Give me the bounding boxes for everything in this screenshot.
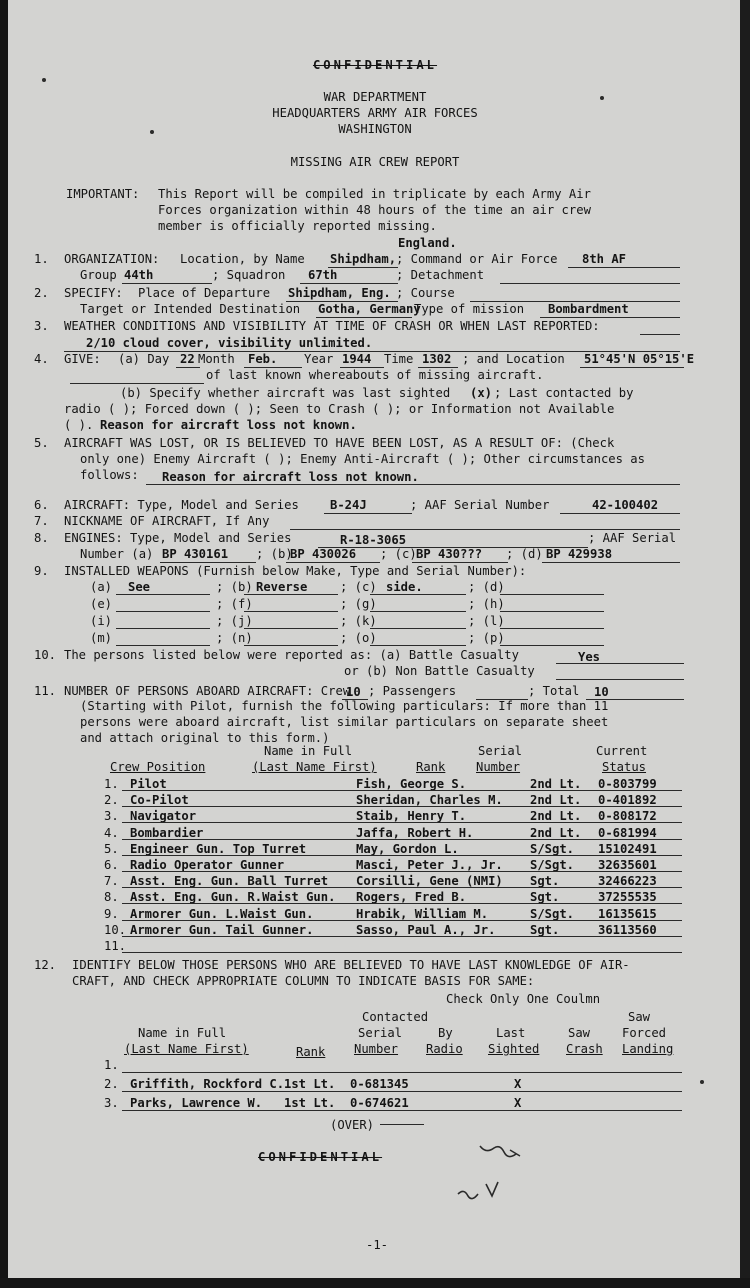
s12-num: 12. (34, 958, 57, 972)
weapon-slot-label: ; (k) (340, 614, 377, 628)
day-label: (a) Day (118, 352, 170, 366)
crew-header-position: Crew Position (110, 760, 206, 774)
org-group: 44th (124, 268, 154, 282)
org-command-label: ; Command or Air Force (396, 252, 558, 266)
year-value: 1944 (342, 352, 372, 366)
witness-last-sighted-mark: X (514, 1077, 522, 1091)
witness-last-sighted-mark: X (514, 1096, 522, 1110)
crew-serial: 36113560 (598, 922, 657, 937)
weapon-slot-label: (i) (90, 614, 113, 628)
fill-line (370, 594, 466, 595)
over-note: (OVER) (330, 1118, 375, 1132)
crew-name: Hrabik, William M. (356, 906, 489, 921)
witness-name: Parks, Lawrence W. (130, 1096, 263, 1110)
s6-num: 6. (34, 498, 49, 512)
s11-line-3: persons were aboard aircraft, list similar particulars on separate sheet (80, 715, 609, 729)
s2-num: 2. (34, 286, 49, 300)
dept-line-2: HEADQUARTERS ARMY AIR FORCES (272, 106, 478, 120)
fill-line (122, 822, 682, 823)
s5-line-1: AIRCRAFT WAS LOST, OR IS BELIEVED TO HAVE BEEN LOST, AS A RESULT OF: (Check (64, 436, 615, 450)
s11-line-4: and attach original to this form.) (80, 731, 330, 745)
s5-line-3: follows: (80, 468, 139, 482)
s5-line-2: only one) Enemy Aircraft ( ); Enemy Anti-Aircraft ( ); Other circumstances as (80, 452, 645, 466)
crew-serial: 32466223 (598, 874, 657, 889)
crew-serial: 0-808172 (598, 809, 657, 824)
witness-rank: 1st Lt. (284, 1077, 336, 1091)
year-label: Year (304, 352, 334, 366)
dept-line-1: WAR DEPARTMENT (323, 90, 427, 104)
crew-rank: Sgt. (530, 890, 560, 905)
crew-rank: 2nd Lt. (530, 793, 582, 808)
nickname-label: NICKNAME OF AIRCRAFT, If Any (64, 514, 270, 528)
b-line-2: radio ( ); Forced down ( ); Seen to Crash ( ); or Information not Available (64, 402, 615, 416)
whereabouts-line: of last known whereabouts of missing aircraft. (206, 368, 544, 382)
fill-line (122, 920, 682, 921)
org-command: 8th AF (582, 252, 627, 266)
s12-header-contacted: Contacted (362, 1010, 429, 1024)
month-label: Month (198, 352, 235, 366)
fill-line (500, 645, 604, 646)
time-value: 1302 (422, 352, 452, 366)
scan-edge-left (0, 0, 8, 1288)
s10-num: 10. (34, 648, 57, 662)
weapon-slot-label: (a) (90, 580, 113, 594)
crew-serial: 0-681994 (598, 825, 657, 840)
crew-header-name-2: (Last Name First) (252, 760, 377, 774)
s5-num: 5. (34, 436, 49, 450)
crew-position: Armorer Gun. Tail Gunner. (130, 922, 314, 937)
battle-casualty-value: Yes (578, 650, 601, 664)
s8-num: 8. (34, 531, 49, 545)
crew-rank: Sgt. (530, 922, 560, 937)
fill-line (116, 611, 210, 612)
s12-header-last-2: Sighted (488, 1042, 540, 1056)
crew-row-number: 10. (104, 922, 127, 937)
weapon-slot-value: Reverse (256, 580, 308, 594)
crew-serial: 37255535 (598, 890, 657, 905)
fill-line (122, 1091, 682, 1092)
s12-header-radio-2: Radio (426, 1042, 463, 1056)
crew-rank: 2nd Lt. (530, 825, 582, 840)
witness-row-number: 2. (104, 1077, 119, 1091)
crew-position: Navigator (130, 809, 197, 824)
crew-rank: S/Sgt. (530, 906, 575, 921)
s5-value: Reason for aircraft loss not known. (162, 470, 419, 484)
witness-serial: 0-681345 (350, 1077, 409, 1091)
fill-line (122, 903, 682, 904)
scan-speck (700, 1080, 704, 1084)
crew-header-rank: Rank (416, 760, 446, 774)
weapon-slot-value: side. (386, 580, 423, 594)
s1-num: 1. (34, 252, 49, 266)
s12-header-name-1: Name in Full (138, 1026, 227, 1040)
aircraft-model: B-24J (330, 498, 367, 512)
crew-header-status-2: Status (602, 760, 647, 774)
s12-header-forced-0: Saw (628, 1010, 651, 1024)
fill-line (122, 887, 682, 888)
s12-header-serial-2: Number (354, 1042, 399, 1056)
crew-count: 10 (346, 685, 361, 699)
aircraft-label: AIRCRAFT: Type, Model and Series (64, 498, 299, 512)
b-line-3: ( ). (64, 418, 94, 432)
fill-line (122, 1110, 682, 1111)
fill-line (500, 594, 604, 595)
engine-b: BP 430026 (290, 547, 357, 561)
crew-header-serial-2: Number (476, 760, 521, 774)
crew-row-number: 3. (104, 809, 119, 824)
org-location-label: Location, by Name (180, 252, 305, 266)
witness-serial: 0-674621 (350, 1096, 409, 1110)
month-value: Feb. (248, 352, 278, 366)
aircraft-serial: 42-100402 (592, 498, 659, 512)
time-label: Time (384, 352, 414, 366)
s12-header-name-2: (Last Name First) (124, 1042, 249, 1056)
mission-value: Bombardment (548, 302, 629, 316)
engine-b-label: ; (b) (256, 547, 293, 561)
scan-edge-right (740, 0, 750, 1288)
fill-line (116, 645, 210, 646)
day-value: 22 (180, 352, 195, 366)
handwritten-marks (440, 1136, 560, 1216)
org-country: England. (398, 236, 457, 250)
crew-row-number: 9. (104, 906, 119, 921)
specify-label: SPECIFY: (64, 286, 123, 300)
crew-name: Masci, Peter J., Jr. (356, 858, 503, 872)
scan-edge-bottom (0, 1278, 750, 1288)
s12-header-forced-1: Forced (622, 1026, 667, 1040)
s12-header-radio-1: By (438, 1026, 453, 1040)
aircraft-serial-label: ; AAF Serial Number (410, 498, 550, 512)
fill-line (370, 628, 466, 629)
fill-line (122, 952, 682, 953)
engines-model: R-18-3065 (340, 533, 407, 547)
b-line-1: (b) Specify whether aircraft was last sighted (120, 386, 451, 400)
crew-name: May, Gordon L. (356, 841, 459, 856)
crew-serial: 16135615 (598, 906, 657, 921)
engines-label: ENGINES: Type, Model and Series (64, 531, 292, 545)
weapon-slot-label: ; (b) (216, 580, 253, 594)
total-label: ; Total (528, 684, 580, 698)
check-only-note: Check Only One Coulmn (446, 992, 601, 1006)
fill-line (244, 628, 338, 629)
b-note: Reason for aircraft loss not known. (100, 418, 357, 432)
persons-aboard-label: NUMBER OF PERSONS ABOARD AIRCRAFT: Crew (64, 684, 351, 698)
crew-name: Staib, Henry T. (356, 809, 467, 824)
target-label: Target or Intended Destination (80, 302, 301, 316)
crew-name: Jaffa, Robert H. (356, 825, 474, 840)
fill-line (244, 594, 338, 595)
target-value: Gotha, Germany (318, 302, 421, 316)
crew-position: Radio Operator Gunner (130, 858, 285, 872)
crew-position: Bombardier (130, 825, 204, 840)
course-label: ; Course (396, 286, 455, 300)
crew-name: Sasso, Paul A., Jr. (356, 922, 496, 937)
weapon-slot-label: ; (j) (216, 614, 253, 628)
s3-num: 3. (34, 319, 49, 333)
fill-line (122, 839, 682, 840)
s12-line-2: CRAFT, AND CHECK APPROPRIATE COLUMN TO INDICATE BASIS FOR SAME: (72, 974, 535, 988)
crew-rank: Sgt. (530, 874, 560, 889)
mission-label: Type of mission (414, 302, 525, 316)
dept-line-3: WASHINGTON (338, 122, 412, 136)
crew-position: Asst. Eng. Gun. Ball Turret (130, 874, 329, 889)
weapon-slot-label: ; (o) (340, 631, 377, 645)
give-label: GIVE: (64, 352, 101, 366)
s7-num: 7. (34, 514, 49, 528)
fill-line (370, 611, 466, 612)
witness-row-number: 1. (104, 1058, 119, 1072)
fill-line (244, 611, 338, 612)
crew-serial: 32635601 (598, 858, 657, 872)
departure-value: Shipdham, Eng. (288, 286, 391, 300)
s12-header-last-1: Last (496, 1026, 526, 1040)
important-line-3: member is officially reported missing. (158, 219, 437, 233)
crew-row-number: 8. (104, 890, 119, 905)
location-value: 51°45'N 05°15'E (584, 352, 695, 366)
crew-rank: S/Sgt. (530, 841, 575, 856)
fill-line (244, 645, 338, 646)
fill-line (500, 611, 604, 612)
crew-header-serial-1: Serial (478, 744, 523, 758)
fill-line (122, 790, 682, 791)
crew-row-number: 1. (104, 777, 119, 791)
fill-line (116, 594, 210, 595)
weather-value: 2/10 cloud cover, visibility unlimited. (86, 336, 373, 350)
engines-number-label: Number (a) (80, 547, 154, 561)
s12-header-saw-2: Crash (566, 1042, 603, 1056)
fill-line (122, 855, 682, 856)
s12-header-rank: Rank (296, 1045, 326, 1059)
crew-position: Pilot (130, 777, 167, 791)
s12-header-saw-1: Saw (568, 1026, 591, 1040)
fill-line (500, 628, 604, 629)
org-label: ORGANIZATION: (64, 252, 160, 266)
passengers-label: ; Passengers (368, 684, 457, 698)
crew-name: Sheridan, Charles M. (356, 793, 503, 808)
crew-row-number: 2. (104, 793, 119, 808)
classification-stamp-bottom: CONFIDENTIAL (258, 1150, 383, 1164)
org-detachment-label: ; Detachment (396, 268, 485, 282)
weapon-slot-label: ; (p) (468, 631, 505, 645)
weather-label: WEATHER CONDITIONS AND VISIBILITY AT TIME OF CRASH OR WHEN LAST REPORTED: (64, 319, 600, 333)
crew-position: Armorer Gun. L.Waist Gun. (130, 906, 314, 921)
departure-label: Place of Departure (138, 286, 271, 300)
important-line-2: Forces organization within 48 hours of the time an air crew (158, 203, 591, 217)
weapon-slot-label: (e) (90, 597, 113, 611)
fill-line (122, 1072, 682, 1073)
crew-row-number: 6. (104, 858, 119, 872)
crew-name: Rogers, Fred B. (356, 890, 467, 905)
s9-num: 9. (34, 564, 49, 578)
weapon-slot-label: (m) (90, 631, 113, 645)
crew-rank: 2nd Lt. (530, 809, 582, 824)
weapon-slot-label: ; (l) (468, 614, 505, 628)
weapon-slot-label: ; (g) (340, 597, 377, 611)
s11-line-2: (Starting with Pilot, furnish the following particulars: If more than 11 (80, 699, 609, 713)
s12-header-serial-1: Serial (358, 1026, 403, 1040)
crew-header-name-1: Name in Full (264, 744, 353, 758)
engines-serial-label: ; AAF Serial (588, 531, 677, 545)
fill-line (122, 806, 682, 807)
crew-rank: S/Sgt. (530, 858, 575, 872)
engine-c-label: ; (c) (380, 547, 417, 561)
s10-line-2: or (b) Non Battle Casualty (344, 664, 535, 678)
crew-serial: 15102491 (598, 841, 657, 856)
report-title: MISSING AIR CREW REPORT (290, 155, 460, 169)
weapon-slot-label: ; (c) (340, 580, 377, 594)
weapons-label: INSTALLED WEAPONS (Furnish below Make, Type and Serial Number): (64, 564, 527, 578)
witness-rank: 1st Lt. (284, 1096, 336, 1110)
s12-header-forced-2: Landing (622, 1042, 674, 1056)
page-number: -1- (366, 1238, 389, 1252)
classification-stamp-top: CONFIDENTIAL (312, 58, 438, 72)
crew-rank: 2nd Lt. (530, 777, 582, 791)
org-location: Shipdham, (330, 252, 397, 266)
crew-position: Asst. Eng. Gun. R.Waist Gun. (130, 890, 336, 905)
weapon-slot-label: ; (n) (216, 631, 253, 645)
b-line-1-end: ; Last contacted by (494, 386, 634, 400)
weapon-slot-label: ; (f) (216, 597, 253, 611)
s12-line-1: IDENTIFY BELOW THOSE PERSONS WHO ARE BELIEVED TO HAVE LAST KNOWLEDGE OF AIR- (72, 958, 630, 972)
b-sighted: (x) (470, 386, 493, 400)
weapon-slot-value: See (128, 580, 151, 594)
location-label: ; and Location (462, 352, 565, 366)
engine-d-label: ; (d) (506, 547, 543, 561)
total-count: 10 (594, 685, 609, 699)
fill-line (122, 936, 682, 937)
crew-row-number: 4. (104, 825, 119, 840)
fill-line (370, 645, 466, 646)
s11-num: 11. (34, 684, 57, 698)
important-line-1: This Report will be compiled in triplicate by each Army Air (158, 187, 591, 201)
crew-position: Co-Pilot (130, 793, 189, 808)
crew-serial: 0-803799 (598, 777, 657, 791)
crew-name: Corsilli, Gene (NMI) (356, 874, 503, 889)
org-squadron-label: ; Squadron (212, 268, 286, 282)
witness-row-number: 3. (104, 1096, 119, 1110)
scan-speck (150, 130, 154, 134)
crew-row-number: 5. (104, 841, 119, 856)
engine-c: BP 430??? (416, 547, 483, 561)
org-group-label: Group (80, 268, 117, 282)
important-label: IMPORTANT: (66, 187, 140, 201)
crew-name: Fish, George S. (356, 777, 467, 791)
fill-line (122, 871, 682, 872)
s10-line-1: The persons listed below were reported as: (a) Battle Casualty (64, 648, 519, 662)
crew-position: Engineer Gun. Top Turret (130, 841, 307, 856)
weapon-slot-label: ; (h) (468, 597, 505, 611)
crew-header-status-1: Current (596, 744, 648, 758)
crew-row-number: 7. (104, 874, 119, 889)
engine-a: BP 430161 (162, 547, 229, 561)
s4-num: 4. (34, 352, 49, 366)
weapon-slot-label: ; (d) (468, 580, 505, 594)
crew-row-number: 11. (104, 939, 127, 953)
crew-serial: 0-401892 (598, 793, 657, 808)
scan-speck (600, 96, 604, 100)
fill-line (116, 628, 210, 629)
scan-speck (42, 78, 46, 82)
org-squadron: 67th (308, 268, 338, 282)
engine-d: BP 429938 (546, 547, 613, 561)
witness-name: Griffith, Rockford C. (130, 1077, 285, 1091)
